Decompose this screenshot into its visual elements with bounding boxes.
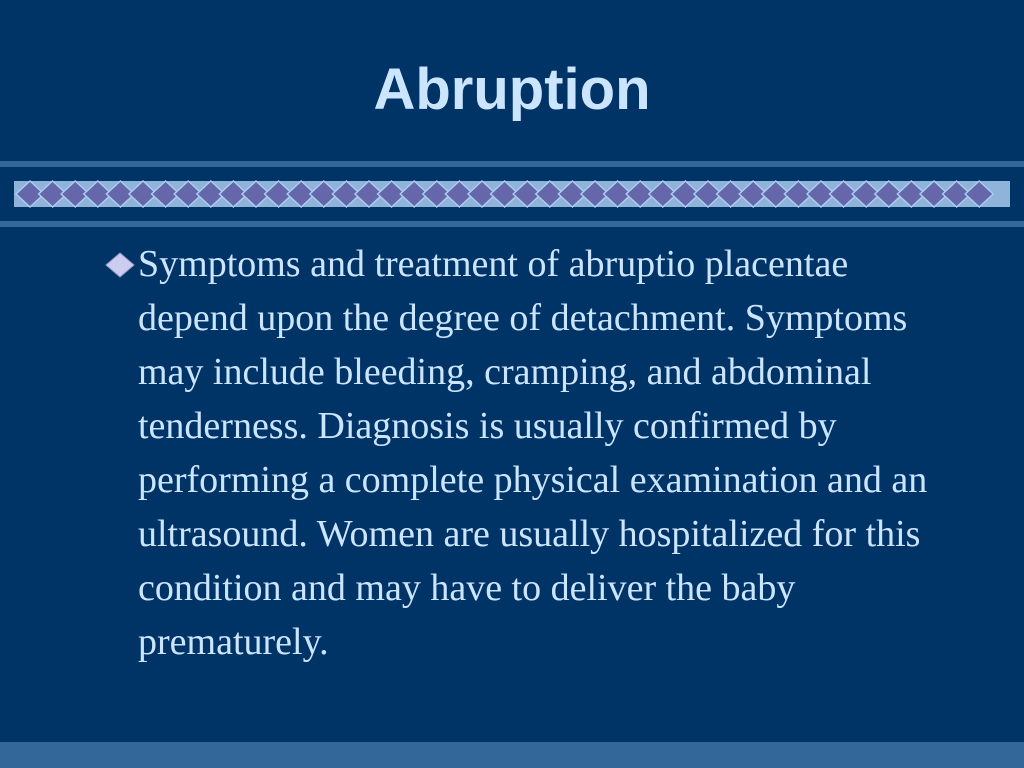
diamond-pattern	[0, 167, 1024, 221]
bottom-bar	[0, 742, 1024, 768]
diamond-bullet-icon	[102, 237, 138, 291]
bullet-text: Symptoms and treatment of abruptio placentae depend upon the degree of detachment. Symptoms may include bleeding, cramping, and abdominal tenderness. Diagnosis is usually confirmed by performing a complete physical examination and an ultrasound. Women are usually hospitalized for this condition and may have to deliver the baby prematurely.	[138, 243, 928, 663]
diamond-border	[0, 167, 1024, 221]
bullet-item	[102, 237, 962, 669]
slide-body	[102, 237, 962, 669]
slide-title: Abruption	[373, 57, 651, 122]
bottom-divider	[0, 221, 1024, 227]
